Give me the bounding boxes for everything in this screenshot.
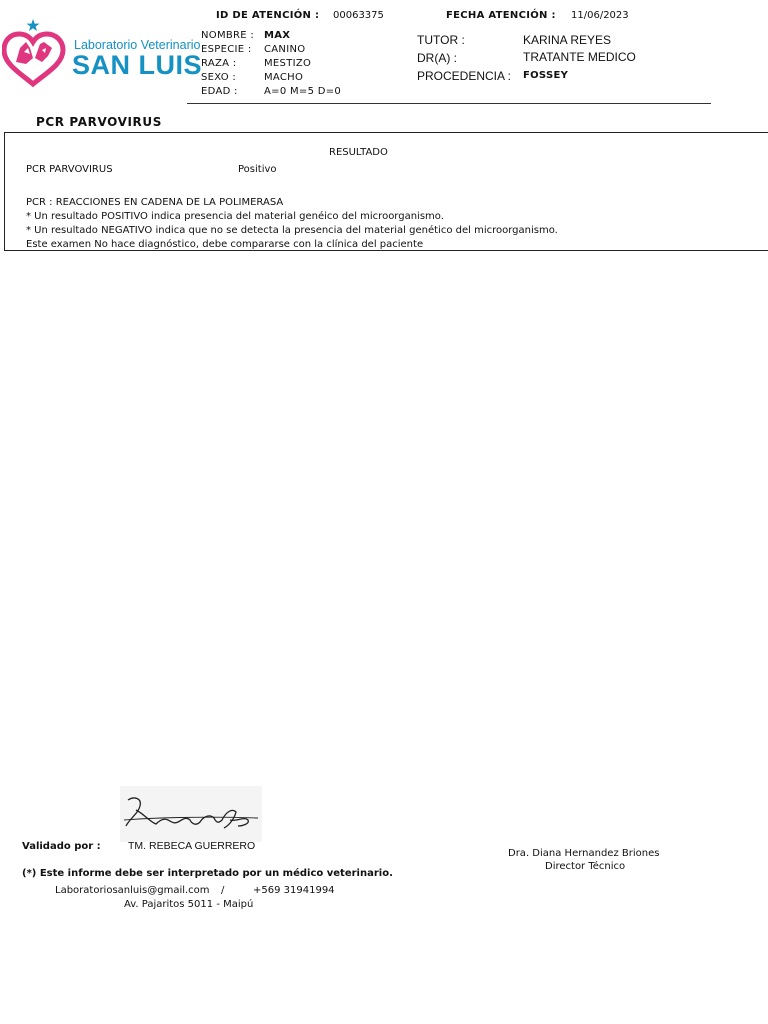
patient-age-value: A=0 M=5 D=0: [264, 86, 342, 97]
header-divider: [187, 103, 711, 104]
patient-name-value: MAX: [264, 30, 291, 41]
doctor-label: DR(A) :: [417, 51, 457, 65]
validated-by-label: Validado por :: [22, 841, 101, 852]
patient-name-label: NOMBRE :: [201, 30, 255, 41]
logo-subtitle: Laboratorio Veterinario: [74, 38, 201, 52]
result-column-header: RESULTADO: [329, 147, 388, 158]
test-result-value: Positivo: [238, 164, 277, 175]
director-name: Dra. Diana Hernandez Briones: [508, 848, 660, 859]
lab-logo: [2, 18, 203, 90]
tutor-value: KARINA REYES: [523, 33, 612, 47]
origin-label: PROCEDENCIA :: [417, 69, 512, 83]
patient-species-value: CANINO: [264, 44, 306, 55]
result-note: * Un resultado POSITIVO indica presencia del material genéico del microorganismo.: [26, 211, 444, 222]
director-title: Director Técnico: [545, 861, 626, 872]
patient-sex-value: MACHO: [264, 72, 304, 83]
patient-breed-value: MESTIZO: [264, 58, 312, 69]
doctor-value: TRATANTE MEDICO: [523, 50, 636, 64]
section-title: PCR PARVOVIRUS: [36, 115, 162, 129]
contact-address: Av. Pajaritos 5011 - Maipú: [124, 899, 254, 910]
contact-phone: +569 31941994: [253, 885, 335, 896]
attention-id-value: 00063375: [333, 10, 384, 21]
attention-id-label: ID DE ATENCIÓN :: [216, 10, 320, 21]
patient-sex-label: SEXO :: [201, 72, 237, 83]
origin-value: FOSSEY: [523, 70, 569, 81]
validator-name: TM. REBECA GUERRERO: [128, 840, 256, 852]
test-name: PCR PARVOVIRUS: [26, 164, 113, 175]
tutor-label: TUTOR :: [417, 33, 465, 47]
result-note: PCR : REACCIONES EN CADENA DE LA POLIMERASA: [26, 197, 284, 208]
attention-date-value: 11/06/2023: [571, 10, 629, 21]
validator-signature: [120, 786, 262, 842]
disclaimer: (*) Este informe debe ser interpretado por un médico veterinario.: [22, 868, 393, 879]
result-note: Este examen No hace diagnóstico, debe compararse con la clínica del paciente: [26, 239, 424, 250]
heart-dog-cat-logo-icon: [2, 18, 72, 90]
logo-title: SAN LUIS: [72, 50, 203, 80]
attention-date-label: FECHA ATENCIÓN :: [446, 10, 556, 21]
patient-breed-label: RAZA :: [201, 58, 237, 69]
patient-species-label: ESPECIE :: [201, 44, 252, 55]
patient-age-label: EDAD :: [201, 86, 238, 97]
contact-separator: /: [221, 885, 225, 896]
contact-email: Laboratoriosanluis@gmail.com: [55, 885, 210, 896]
result-note: * Un resultado NEGATIVO indica que no se detecta la presencia del material genético del microorganismo.: [26, 225, 558, 236]
